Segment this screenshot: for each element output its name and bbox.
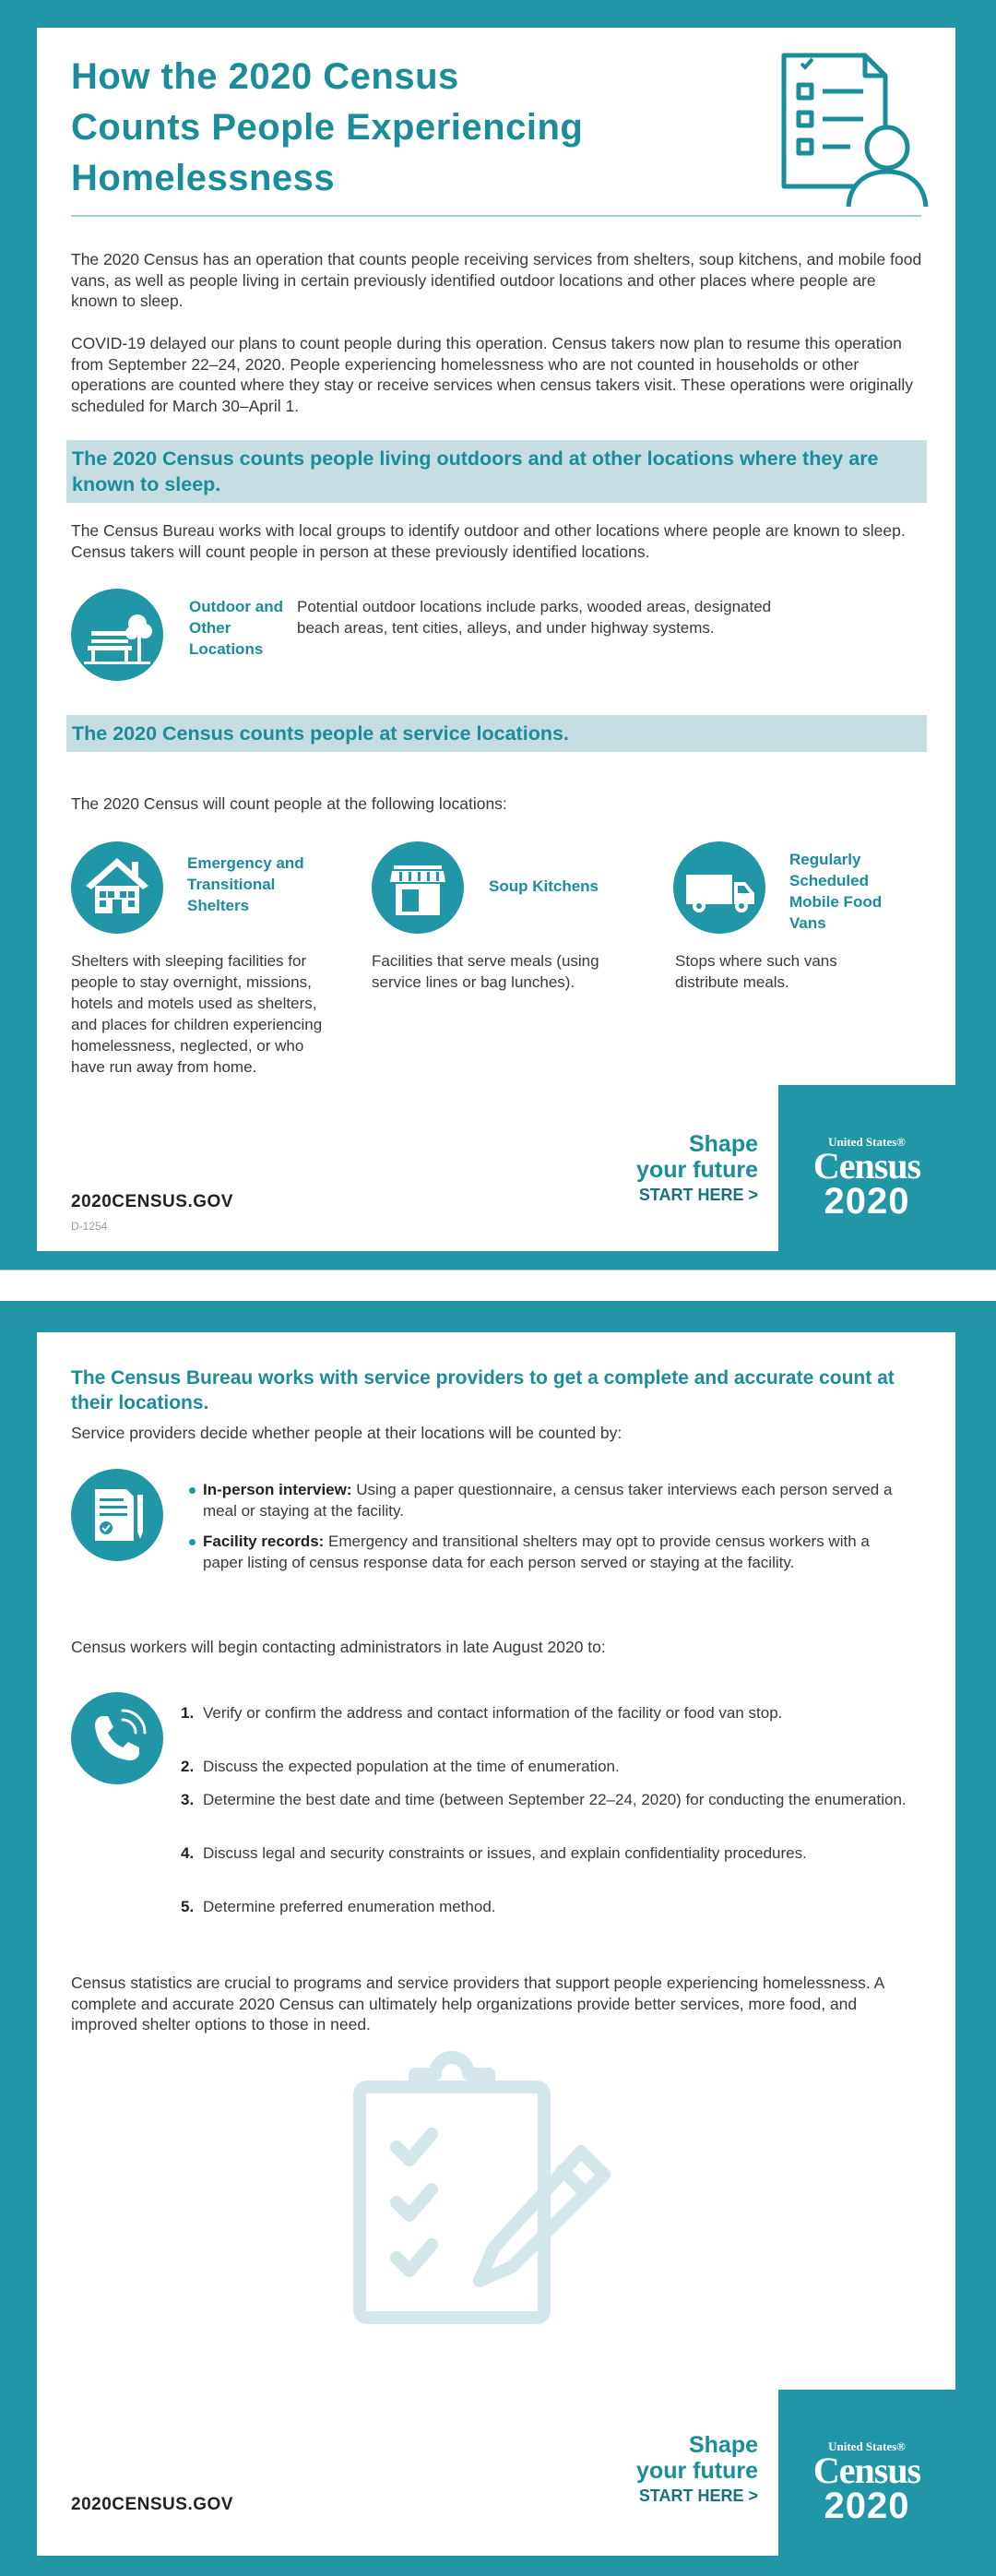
shape-line-2: your future	[636, 2458, 758, 2484]
document-code: D-1254	[71, 1220, 108, 1233]
house-icon	[71, 841, 163, 934]
soup-kitchens-label: Soup Kitchens	[489, 877, 599, 895]
page-2-content	[37, 1332, 955, 2556]
shape-line-2: your future	[636, 1157, 758, 1183]
storefront-icon	[372, 841, 464, 934]
outdoors-paragraph: The Census Bureau works with local groups to identify outdoor and other locations where people are known to sleep. Census takers will count people in person at these previously identified locations.	[71, 521, 906, 561]
step-text: Determine preferred enumeration method.	[203, 1898, 496, 1915]
outdoor-locations-text: Potential outdoor locations include parks, wooded areas, designated beach areas, tent cities, alleys, and under highway systems.	[297, 598, 772, 637]
step-3	[181, 1790, 913, 1811]
step-4	[181, 1843, 913, 1865]
start-here-link[interactable]: START HERE >	[638, 1186, 758, 1204]
clipboard-pencil-icon	[341, 2050, 618, 2327]
intro-paragraph-2: COVID-19 delayed our plans to count people during this operation. Census takers now plan to resume this operation from September 22–24, 2020. People experiencing homelessness who are not counted in households or other operations are counted where they stay or receive services when census takers visit. These operations were originally scheduled for March 30–April 1.	[71, 334, 914, 415]
intro-paragraph-1: The 2020 Census has an operation that counts people receiving services from shelters, soup kitchens, and mobile food vans, as well as people living in certain previously identified outdoor locations and other places where people are known to sleep.	[71, 250, 922, 310]
step-text: Determine the best date and time (between September 22–24, 2020) for conducting the enumeration.	[203, 1791, 907, 1808]
logo-united-states: United States®	[828, 1135, 906, 1149]
step-text: Discuss legal and security constraints or issues, and explain confidentiality procedures.	[203, 1844, 807, 1862]
closing-paragraph: Census statistics are crucial to programs and service providers that support people experiencing homelessness. A complete and accurate 2020 Census can ultimately help organizations provide better services, more food, and improved shelter options to those in need.	[71, 1974, 884, 2033]
step-text: Discuss the expected population at the time of enumeration.	[203, 1758, 620, 1775]
census-2020-logo	[778, 2390, 955, 2556]
title-line-1: How the 2020 Census	[71, 56, 459, 97]
shape-your-future[interactable]	[636, 2432, 758, 2508]
page2-intro: Service providers decide whether people at their locations will be counted by:	[71, 1424, 622, 1442]
outdoor-locations-label: Outdoor and Other Locations	[189, 598, 283, 658]
step-5	[181, 1897, 913, 1918]
step-number: 1.	[181, 1704, 195, 1722]
checklist-person-icon	[775, 48, 931, 214]
logo-census: Census	[812, 1145, 921, 1187]
census-website[interactable]: 2020CENSUS.GOV	[71, 2495, 233, 2514]
bullet-dot	[189, 1539, 196, 1545]
page-title	[71, 52, 772, 204]
shape-line-1: Shape	[688, 1131, 758, 1157]
page-2	[0, 1301, 996, 2576]
page-1-content	[37, 28, 955, 1251]
start-here-link[interactable]: START HERE >	[638, 2487, 758, 2505]
service-intro: The 2020 Census will count people at the following locations:	[71, 794, 507, 813]
title-line-2: Counts People Experiencing	[71, 107, 584, 148]
section-band-outdoors: The 2020 Census counts people living outdoors and at other locations where they are known to sleep.	[66, 440, 927, 503]
step-number: 5.	[181, 1898, 195, 1915]
bullet-text: Using a paper questionnaire, a census taker interviews each person served a meal or staying at the facility.	[203, 1481, 893, 1520]
shelters-text: Shelters with sleeping facilities for people to stay overnight, missions, hotels and motels used as shelters, and places for children experiencing homelessness, neglected, or who have run away from home.	[71, 952, 323, 1076]
step-text: Verify or confirm the address and contact information of the facility or food van stop.	[203, 1704, 783, 1722]
van-icon	[673, 841, 765, 934]
bullet-facility-records	[203, 1532, 913, 1573]
logo-united-states: United States®	[828, 2439, 906, 2453]
shape-line-1: Shape	[688, 2432, 758, 2458]
phone-icon	[71, 1692, 163, 1784]
park-bench-icon	[71, 589, 163, 681]
step-1	[181, 1703, 913, 1724]
page-1	[0, 0, 996, 1270]
shape-your-future[interactable]	[636, 1131, 758, 1207]
contact-intro: Census workers will begin contacting administrators in late August 2020 to:	[71, 1638, 606, 1656]
logo-census: Census	[812, 2450, 921, 2491]
step-number: 4.	[181, 1844, 195, 1862]
logo-year: 2020	[824, 1181, 910, 1222]
bullet-title: In-person interview:	[203, 1481, 352, 1498]
bullet-in-person	[203, 1480, 913, 1521]
title-divider	[71, 215, 921, 217]
logo-year: 2020	[824, 2486, 910, 2526]
census-2020-logo	[778, 1085, 955, 1251]
section-band-service: The 2020 Census counts people at service locations.	[66, 715, 927, 752]
bullet-title: Facility records:	[203, 1532, 325, 1550]
shelters-label: Emergency and Transitional Shelters	[187, 854, 304, 914]
step-number: 2.	[181, 1758, 195, 1775]
page-separator	[0, 1270, 996, 1301]
bullet-dot	[189, 1487, 196, 1494]
food-vans-text: Stops where such vans distribute meals.	[675, 952, 837, 991]
soup-kitchens-text: Facilities that serve meals (using service lines or bag lunches).	[372, 952, 599, 991]
title-line-3: Homelessness	[71, 158, 336, 198]
page2-heading: The Census Bureau works with service providers to get a complete and accurate count at their locations.	[71, 1367, 895, 1413]
document-form-icon	[71, 1469, 163, 1561]
step-number: 3.	[181, 1791, 195, 1808]
food-vans-label: Regularly Scheduled Mobile Food Vans	[789, 851, 883, 932]
step-2	[181, 1757, 913, 1778]
census-website[interactable]: 2020CENSUS.GOV	[71, 1192, 233, 1211]
bullet-text: Emergency and transitional shelters may opt to provide census workers with a paper listing of census response data for each person served or staying at the facility.	[203, 1532, 870, 1571]
